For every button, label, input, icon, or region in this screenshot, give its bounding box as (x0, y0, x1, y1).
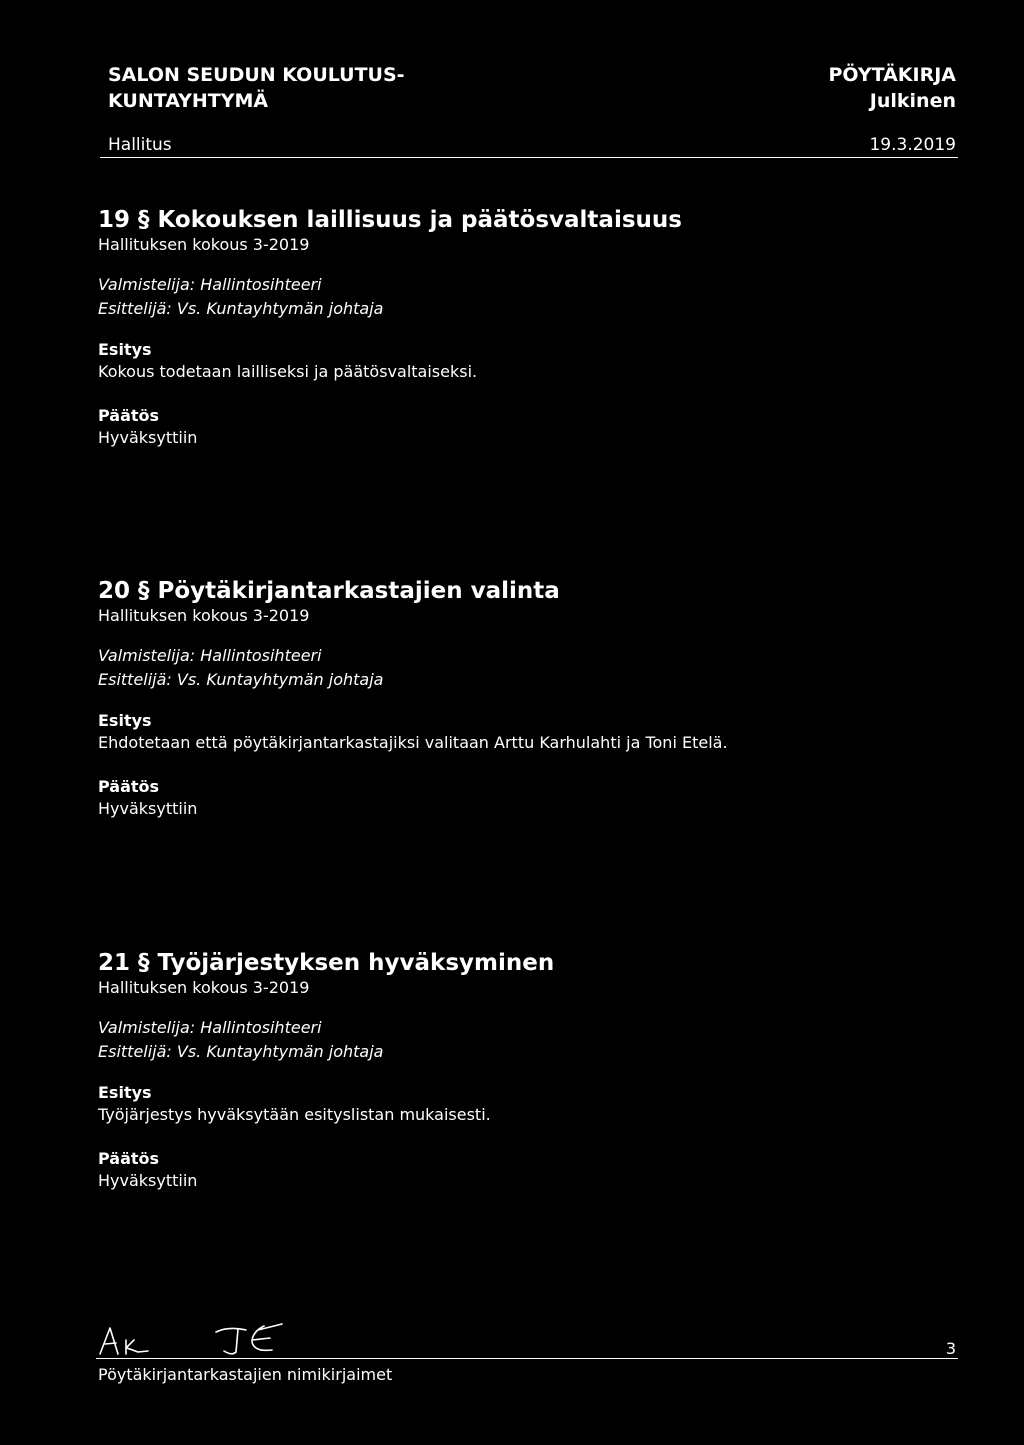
signatures-label: Pöytäkirjantarkastajien nimikirjaimet (98, 1365, 393, 1384)
proposal-label: Esitys (98, 711, 152, 730)
proposal-label: Esitys (98, 340, 152, 359)
initial-stroke (126, 1340, 148, 1354)
preparer-line: Valmistelija: Hallintosihteeri (98, 646, 322, 665)
initial-stroke (100, 1328, 118, 1354)
proposal-text: Kokous todetaan lailliseksi ja päätösvaltaiseksi. (98, 362, 478, 381)
header-rule (100, 157, 958, 158)
body-name: Hallitus (108, 135, 172, 155)
proposal-label: Esitys (98, 1083, 152, 1102)
agenda-item-21 (98, 948, 958, 1192)
initial-stroke (252, 1324, 282, 1350)
item-title-text: Työjärjestyksen hyväksyminen (157, 950, 555, 976)
item-number: 21 (98, 950, 131, 976)
section-symbol: § (138, 950, 150, 976)
meeting-date: 19.3.2019 (869, 135, 956, 155)
meeting-reference: Hallituksen kokous 3-2019 (98, 235, 310, 254)
preparer-line: Valmistelija: Hallintosihteeri (98, 1018, 322, 1037)
doc-type: PÖYTÄKIRJA (828, 64, 956, 86)
org-name-line2: KUNTAYHTYMÄ (108, 90, 269, 112)
agenda-item-title (98, 205, 958, 235)
decision-text: Hyväksyttiin (98, 799, 198, 818)
decision-text: Hyväksyttiin (98, 1171, 198, 1190)
initial-stroke (105, 1343, 116, 1344)
section-symbol: § (138, 207, 150, 233)
agenda-item-20 (98, 576, 958, 820)
meeting-reference: Hallituksen kokous 3-2019 (98, 606, 310, 625)
proposal-text: Ehdotetaan että pöytäkirjantarkastajiksi valitaan Arttu Karhulahti ja Toni Etelä. (98, 733, 728, 752)
item-title-text: Kokouksen laillisuus ja päätösvaltaisuus (157, 207, 682, 233)
presenter-line: Esittelijä: Vs. Kuntayhtymän johtaja (98, 670, 384, 689)
preparer-line: Valmistelija: Hallintosihteeri (98, 275, 322, 294)
presenter-line: Esittelijä: Vs. Kuntayhtymän johtaja (98, 299, 384, 318)
agenda-item-19 (98, 205, 958, 449)
item-number: 20 (98, 578, 131, 604)
org-name-line1: SALON SEUDUN KOULUTUS- (108, 64, 405, 86)
item-title-text: Pöytäkirjantarkastajien valinta (157, 578, 560, 604)
decision-label: Päätös (98, 1149, 160, 1168)
agenda-item-title (98, 948, 958, 978)
presenter-line: Esittelijä: Vs. Kuntayhtymän johtaja (98, 1042, 384, 1061)
signature-rule (96, 1358, 958, 1359)
proposal-text: Työjärjestys hyväksytään esityslistan mukaisesti. (98, 1105, 491, 1124)
visibility-label: Julkinen (869, 90, 956, 112)
decision-label: Päätös (98, 777, 160, 796)
item-number: 19 (98, 207, 131, 233)
page-number: 3 (945, 1339, 956, 1358)
section-symbol: § (138, 578, 150, 604)
initial-stroke (216, 1328, 246, 1353)
agenda-item-title (98, 576, 958, 606)
decision-text: Hyväksyttiin (98, 428, 198, 447)
decision-label: Päätös (98, 406, 160, 425)
handwritten-initials (96, 1318, 326, 1360)
meeting-reference: Hallituksen kokous 3-2019 (98, 978, 310, 997)
